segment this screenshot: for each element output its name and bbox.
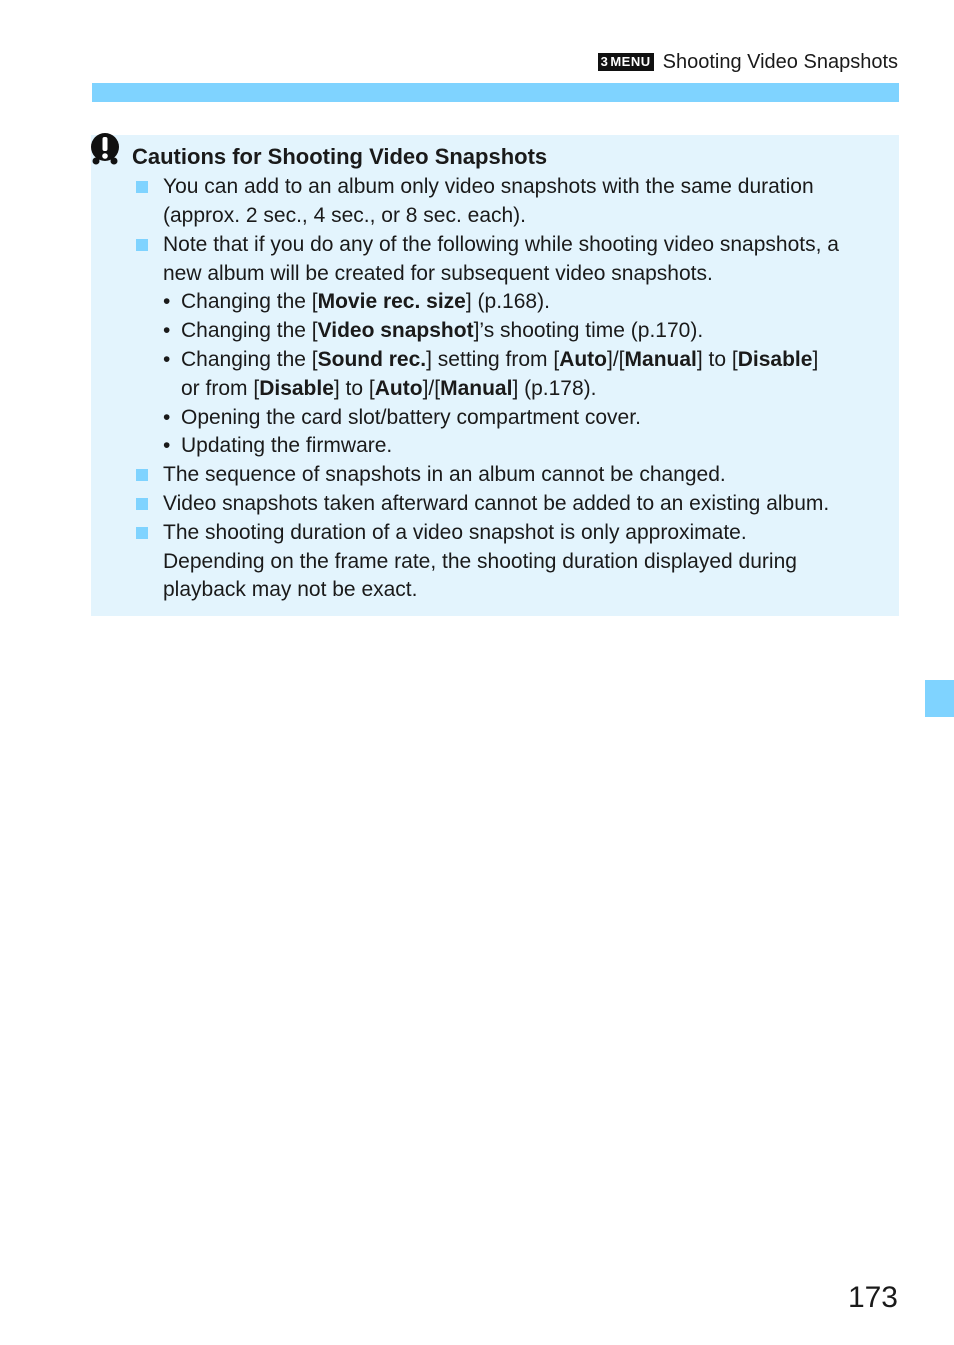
caution-item-1-line-1: You can add to an album only video snapshots with the same duration [163, 175, 814, 198]
header-rule [92, 83, 899, 102]
caution-item-5-line-1: The shooting duration of a video snapshot is only approximate. [163, 521, 747, 544]
bullet-icon [136, 498, 148, 510]
caution-item-5-line-3: playback may not be exact. [163, 578, 418, 601]
bullet-icon [136, 469, 148, 481]
sub-item-sound-rec-cont: or from [Disable] to [Auto]/[Manual] (p.178). [181, 377, 597, 400]
sub-item-video-snapshot: • Changing the [Video snapshot]’s shooting time (p.170). [163, 319, 704, 342]
caution-item-5-line-2: Depending on the frame rate, the shooting duration displayed during [163, 549, 797, 573]
sub-item-firmware: • Updating the firmware. [163, 434, 393, 457]
header-title: Shooting Video Snapshots [662, 50, 898, 73]
page-number: 173 [847, 1281, 898, 1314]
caution-title: Cautions for Shooting Video Snapshots [132, 144, 548, 169]
menu-badge: 3 MENU [598, 53, 654, 71]
caution-item-2-line-2: new album will be created for subsequent video snapshots. [163, 261, 713, 285]
caution-item-3-line-1: The sequence of snapshots in an album cannot be changed. [163, 463, 726, 486]
bullet-icon [136, 181, 148, 193]
sub-item-movie-rec-size: • Changing the [Movie rec. size] (p.168). [163, 290, 550, 313]
sub-item-sound-rec: • Changing the [Sound rec.] setting from [Auto]/[Manual] to [Disable] [163, 348, 819, 371]
caution-item-2-line-1: Note that if you do any of the following while shooting video snapshots, a [163, 233, 839, 256]
caution-item-1-line-2: (approx. 2 sec., 4 sec., or 8 sec. each). [163, 203, 526, 227]
bullet-icon [136, 239, 148, 251]
caution-icon [90, 133, 120, 165]
caution-item-4-line-1: Video snapshots taken afterward cannot be added to an existing album. [163, 492, 830, 515]
sub-item-card-slot: • Opening the card slot/battery compartment cover. [163, 406, 641, 429]
running-header [598, 50, 898, 74]
bullet-icon [136, 527, 148, 539]
chapter-tab [925, 680, 954, 717]
